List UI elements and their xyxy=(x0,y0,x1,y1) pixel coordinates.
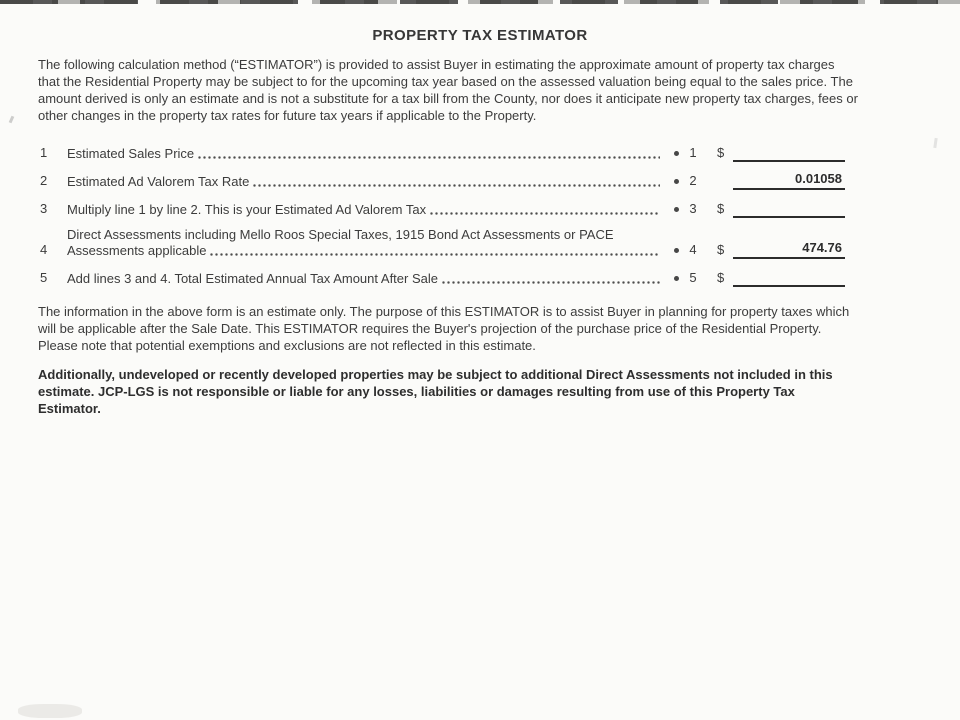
form-item-text xyxy=(67,174,662,190)
scan-speck xyxy=(18,704,82,718)
amount-field xyxy=(733,268,845,287)
bullet-icon xyxy=(674,276,679,281)
text-line: amount derived is only an estimate and is not a substitute for a tax bill from the County, nor does it anticipate new property tax charges, fees or xyxy=(38,91,858,106)
disclaimer-paragraph xyxy=(38,366,928,417)
amount-field xyxy=(733,199,845,218)
dollar-sign: $ xyxy=(717,201,725,216)
amount-value: 474.76 xyxy=(802,240,842,255)
amount-value xyxy=(733,268,842,283)
text-line: will be applicable after the Sale Date. This ESTIMATOR requires the Buyer's projection of the purchase price of the Residential Property. xyxy=(38,321,822,336)
text-line: estimate. JCP-LGS is not responsible or liable for any losses, liabilities or damages resulting from use of this Property Tax xyxy=(38,384,795,399)
bullet-icon xyxy=(674,207,679,212)
form-row xyxy=(40,171,845,190)
text-line-content: Estimated Ad Valorem Tax Rate xyxy=(67,174,250,189)
line-ref: 3 xyxy=(689,201,697,216)
text-line: Additionally, undeveloped or recently developed properties may be subject to additional Direct Assessments not included in this xyxy=(38,367,833,382)
line-number: 3 xyxy=(40,201,48,216)
text-line: Please note that potential exemptions and exclusions are not reflected in this estimate. xyxy=(38,338,536,353)
form-item-text xyxy=(67,202,662,218)
notes-paragraph xyxy=(38,303,928,354)
line-number: 1 xyxy=(40,145,48,160)
dollar-sign xyxy=(703,188,733,190)
dotted-leader xyxy=(197,156,660,159)
text-line-content: Add lines 3 and 4. Total Estimated Annual Tax Amount After Sale xyxy=(67,271,438,286)
page-title: PROPERTY TAX ESTIMATOR xyxy=(372,27,588,44)
amount-value: 0.01058 xyxy=(795,171,842,186)
scan-speck xyxy=(933,138,937,148)
line-ref: 2 xyxy=(689,173,697,188)
form-row xyxy=(40,143,845,162)
dotted-leader xyxy=(209,253,660,256)
form-row xyxy=(40,199,845,218)
form-row xyxy=(40,268,845,287)
dollar-sign: $ xyxy=(717,270,725,285)
form-row xyxy=(40,227,845,259)
dollar-sign: $ xyxy=(717,145,725,160)
dotted-leader xyxy=(429,212,660,215)
text-line xyxy=(67,243,662,259)
text-line-content: Estimated Sales Price xyxy=(67,146,195,161)
text-line xyxy=(67,146,662,162)
dotted-leader xyxy=(441,281,660,284)
dotted-leader xyxy=(252,184,660,187)
line-number: 5 xyxy=(40,270,48,285)
scan-speck xyxy=(9,116,15,124)
line-ref: 5 xyxy=(689,270,697,285)
amount-value xyxy=(733,199,842,214)
text-line xyxy=(67,174,662,190)
text-line: Direct Assessments including Mello Roos Special Taxes, 1915 Bond Act Assessments or PACE xyxy=(67,227,614,242)
intro-paragraph xyxy=(38,56,928,124)
text-line xyxy=(67,271,662,287)
text-line: other changes in the property tax rates for future tax years if applicable to the Property. xyxy=(38,108,537,123)
text-line: Estimator. xyxy=(38,401,101,416)
text-line: The information in the above form is an estimate only. The purpose of this ESTIMATOR is to assist Buyer in planning for property taxes which xyxy=(38,304,850,319)
scan-artifact-top-edge xyxy=(0,0,960,4)
line-ref: 4 xyxy=(689,242,697,257)
bullet-icon xyxy=(674,151,679,156)
text-line-content: Multiply line 1 by line 2. This is your Estimated Ad Valorem Tax xyxy=(67,202,427,217)
bullet-icon xyxy=(674,248,679,253)
form-item-text xyxy=(67,227,662,259)
amount-field xyxy=(733,240,845,259)
estimator-form xyxy=(40,143,845,287)
text-line xyxy=(67,202,662,218)
form-item-text xyxy=(67,146,662,162)
dollar-sign: $ xyxy=(717,242,725,257)
bullet-icon xyxy=(674,179,679,184)
text-line: that the Residential Property may be subject to for the upcoming tax year based on the assessed valuation being equal to the sales price. The xyxy=(38,74,853,89)
amount-field xyxy=(733,171,845,190)
line-number: 2 xyxy=(40,173,48,188)
text-line-content: Assessments applicable xyxy=(67,243,207,258)
line-ref: 1 xyxy=(689,145,697,160)
text-line: The following calculation method (“ESTIMATOR”) is provided to assist Buyer in estimating the approximate amount of property tax charges xyxy=(38,57,835,72)
form-item-text xyxy=(67,271,662,287)
amount-value xyxy=(733,143,842,158)
amount-field xyxy=(733,143,845,162)
line-number: 4 xyxy=(40,242,48,257)
